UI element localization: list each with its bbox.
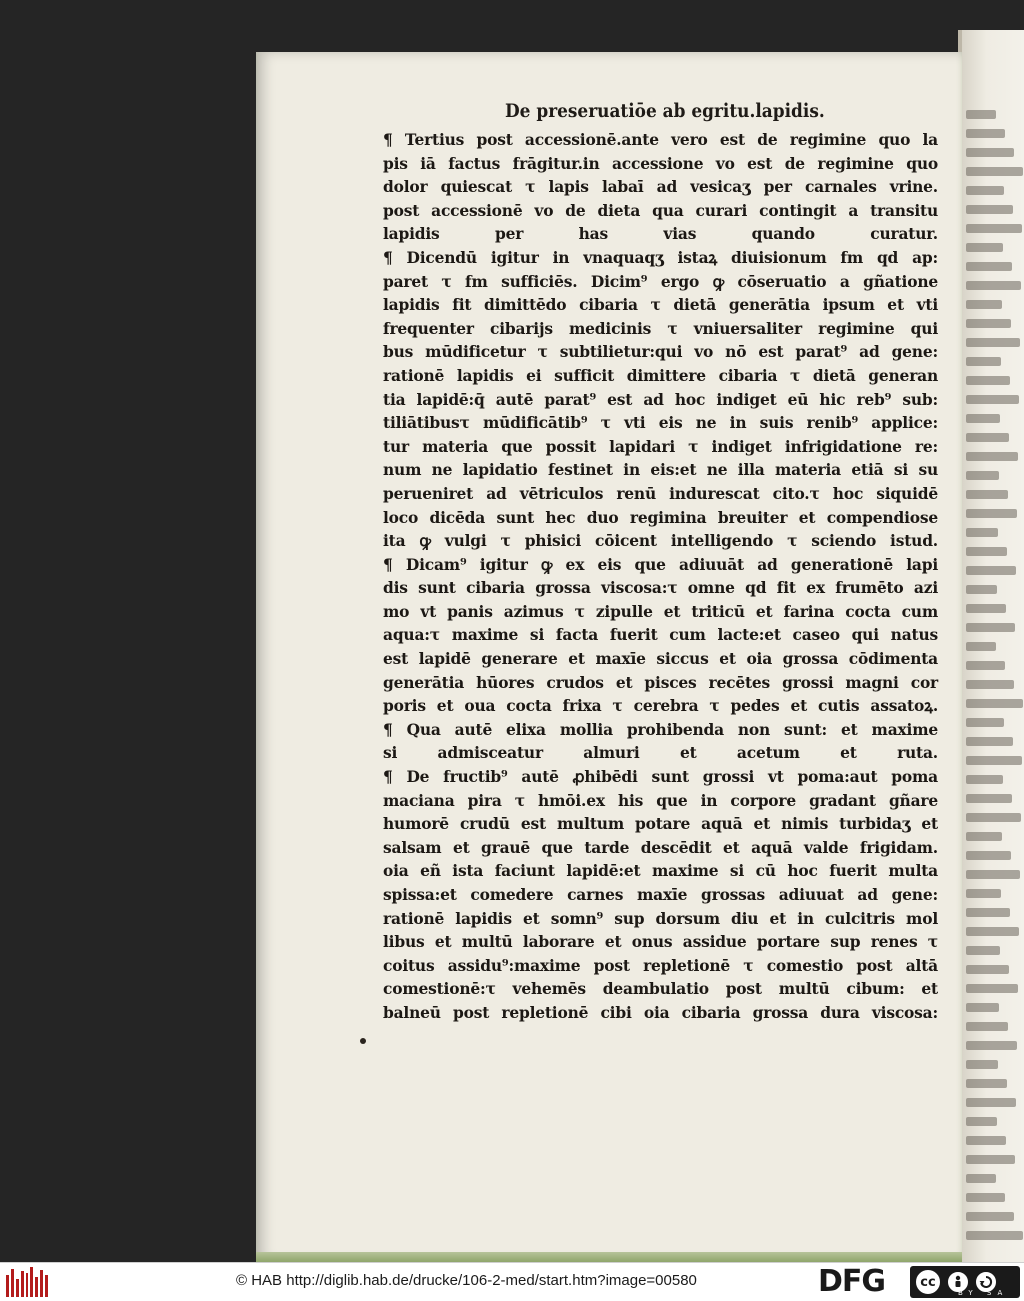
next-page-text-line (966, 794, 1012, 803)
text-line: mo vt panis azimus τ zipulle et triticū et farina cocta cum (383, 601, 938, 621)
next-page-text-line (966, 129, 1005, 138)
cc-icon: cc (914, 1268, 942, 1296)
ink-spot (360, 1038, 366, 1044)
next-page-strip (962, 30, 1024, 1262)
next-page-text-line (966, 224, 1022, 233)
copyright-link[interactable] (236, 1272, 697, 1289)
text-line: lapidis fit dimittēdo cibaria τ dietā generātia ipsum et vti (383, 295, 938, 315)
next-page-text-line (966, 1098, 1016, 1107)
text-line: spissa:et comedere carnes maxīe grossas adiuuat ad gene: (383, 885, 938, 904)
next-page-text-line (966, 414, 1000, 423)
text-line: tia lapidē:q̄ autē parat⁹ est ad hoc indiget eū hic reb⁹ sub: (383, 389, 938, 409)
next-page-text-line (966, 1117, 997, 1126)
text-line: perueniret ad vētriculos renū indurescat cito.τ hoc siquidē (383, 483, 938, 503)
next-page-text-line (966, 1212, 1014, 1221)
text-line: oia eñ ista faciunt lapidē:et maxime si cū hoc fuerit multa (383, 861, 938, 881)
next-page-text-line (966, 357, 1001, 366)
next-page-text-line (966, 395, 1019, 404)
text-line: maciana pira τ hmōi.ex his que in corpore gradant gñare (383, 790, 938, 810)
text-line: si admisceatur almuri et acetum et ruta. (383, 743, 938, 763)
text-line: ¶ Dicendū igitur in vnaquaqʒ istaꝝ diuisionum fm qd ap: (383, 247, 938, 267)
next-page-text-line (966, 490, 1008, 499)
next-page-text-line (966, 1174, 996, 1183)
page-edge (256, 1252, 962, 1262)
next-page-text-line (966, 1079, 1007, 1088)
text-line: humorē crudū est multum potare aquā et nimis turbidaʒ et (383, 814, 938, 834)
text-line: balneū post repletionē cibi oia cibaria grossa dura viscosa: (383, 1002, 938, 1022)
next-page-text-line (966, 1136, 1006, 1145)
text-line: libus et multū laborare et onus assidue portare sup renes τ (383, 932, 938, 952)
text-line: comestionē:τ vehemēs deambulatio post multū cibum: et (383, 979, 938, 999)
text-line: dolor quiescat τ lapis labaī ad vesicaʒ per carnales vrine. (383, 177, 938, 197)
text-line: bus mūdificetur τ subtilietur:qui vo nō est parat⁹ ad gene: (383, 342, 938, 362)
next-page-text-line (966, 699, 1023, 708)
library-logo-icon[interactable] (6, 1267, 48, 1297)
next-page-text-line (966, 262, 1012, 271)
text-line: tur materia que possit lapidari τ indiget infrigidatione re: (383, 436, 938, 456)
text-line: num ne lapidatio festinet in eis:et ne illa materia etiā si su (383, 460, 938, 480)
next-page-text-line (966, 927, 1019, 936)
cc-labels: BY SA (958, 1289, 1009, 1297)
text-line: aqua:τ maxime si facta fuerit cum lacte:et caseo qui natus (383, 625, 938, 645)
next-page-text-line (966, 300, 1002, 309)
next-page-text-line (966, 756, 1022, 765)
next-page-text-line (966, 1193, 1005, 1202)
text-line: frequenter cibarijs medicinis τ vniuersaliter regimine qui (383, 318, 938, 338)
next-page-text-line (966, 243, 1003, 252)
next-page-text-line (966, 1022, 1008, 1031)
next-page-text-line (966, 661, 1005, 670)
next-page-text-line (966, 642, 996, 651)
text-line: rationē lapidis et somn⁹ sup dorsum diu et in culcitris mol (383, 908, 938, 928)
text-line: est lapidē generare et maxīe siccus et oia grossa cōdimenta (383, 649, 938, 669)
next-page-text-line (966, 1003, 999, 1012)
next-page-text-line (966, 186, 1004, 195)
next-page-text-line (966, 1041, 1017, 1050)
text-line: ¶ Dicam⁹ igitur ꝙ ex eis que adiuuāt ad generationē lapi (383, 554, 938, 574)
next-page-text-line (966, 623, 1015, 632)
next-page-text-line (966, 889, 1001, 898)
next-page-text-line (966, 851, 1011, 860)
next-page-text-line (966, 870, 1020, 879)
footer-bar (0, 1262, 1024, 1301)
next-page-text-line (966, 376, 1010, 385)
next-page-text-line (966, 566, 1016, 575)
text-line: post accessionē vo de dieta qua curari contingit a transitu (383, 200, 938, 220)
dfg-logo[interactable]: DFG (818, 1264, 886, 1299)
next-page-text-line (966, 509, 1017, 518)
next-page-text-line (966, 775, 1003, 784)
text-line: ¶ De fructib⁹ autē ꝓhibēdi sunt grossi vt poma:aut poma (383, 767, 938, 787)
next-page-text-line (966, 984, 1018, 993)
next-page-text-line (966, 471, 999, 480)
next-page-text-line (966, 547, 1007, 556)
text-line: dis sunt cibaria grossa viscosa:τ omne qd fit ex frumēto azi (383, 578, 938, 598)
next-page-text-line (966, 1155, 1015, 1164)
next-page-text-line (966, 205, 1013, 214)
next-page-text-line (966, 680, 1014, 689)
next-page-text-line (966, 908, 1010, 917)
next-page-text-line (966, 737, 1013, 746)
text-line: ita ꝙ vulgi τ phisici cōicent intelligendo τ sciendo istud. (383, 531, 938, 551)
text-line: coitus assidu⁹:maxime post repletionē τ comestio post altā (383, 955, 938, 975)
text-line: paret τ fm sufficiēs. Dicim⁹ ergo ꝙ cōseruatio a gñatione (383, 271, 938, 291)
next-page-text-line (966, 965, 1009, 974)
next-page-text-line (966, 433, 1009, 442)
next-page-text-line (966, 452, 1018, 461)
text-line: rationē lapidis ei sufficit dimittere cibaria τ dietā generan (383, 365, 938, 385)
next-page-text-line (966, 946, 1000, 955)
next-page-text-line (966, 585, 997, 594)
text-line: generātia hūores crudos et pisces recētes grossi magni cor (383, 672, 938, 692)
next-page-text-line (966, 1060, 998, 1069)
text-line: poris et oua cocta frixa τ cerebra τ pedes et cutis assatoꝝ. (383, 696, 938, 716)
text-line: ¶ Tertius post accessionē.ante vero est de regimine quo la (383, 130, 938, 149)
text-line: ¶ Qua autē elixa mollia prohibenda non sunt: et maxime (383, 719, 938, 739)
next-page-text-line (966, 813, 1021, 822)
next-page-text-line (966, 832, 1002, 841)
next-page-text-line (966, 167, 1023, 176)
text-line: pis iā factus frāgitur.in accessione vo est de regimine quo (383, 153, 938, 173)
next-page-text-line (966, 718, 1004, 727)
text-line: lapidis per has vias quando curatur. (383, 224, 938, 244)
text-line: salsam et grauē que tarde descēdit et aquā valde frigidam. (383, 837, 938, 857)
next-page-text-line (966, 528, 998, 537)
next-page-text-line (966, 319, 1011, 328)
text-block (383, 128, 943, 1025)
next-page-text-line (966, 148, 1014, 157)
next-page-text-line (966, 110, 996, 119)
next-page-text-line (966, 1231, 1023, 1240)
next-page-text-line (966, 338, 1020, 347)
page-header: De preseruatiōe ab egritu.lapidis. (505, 100, 825, 122)
text-line: tiliātibusτ mūdificātib⁹ τ vti eis ne in suis renib⁹ applice: (383, 413, 938, 433)
next-page-text-line (966, 604, 1006, 613)
text-line: loco dicēda sunt hec duo regimina breuiter et compendiose (383, 507, 938, 527)
next-page-text-line (966, 281, 1021, 290)
copyright-text[interactable]: © HAB http://diglib.hab.de/drucke/106-2-med/start.htm?image=00580 (236, 1272, 697, 1289)
